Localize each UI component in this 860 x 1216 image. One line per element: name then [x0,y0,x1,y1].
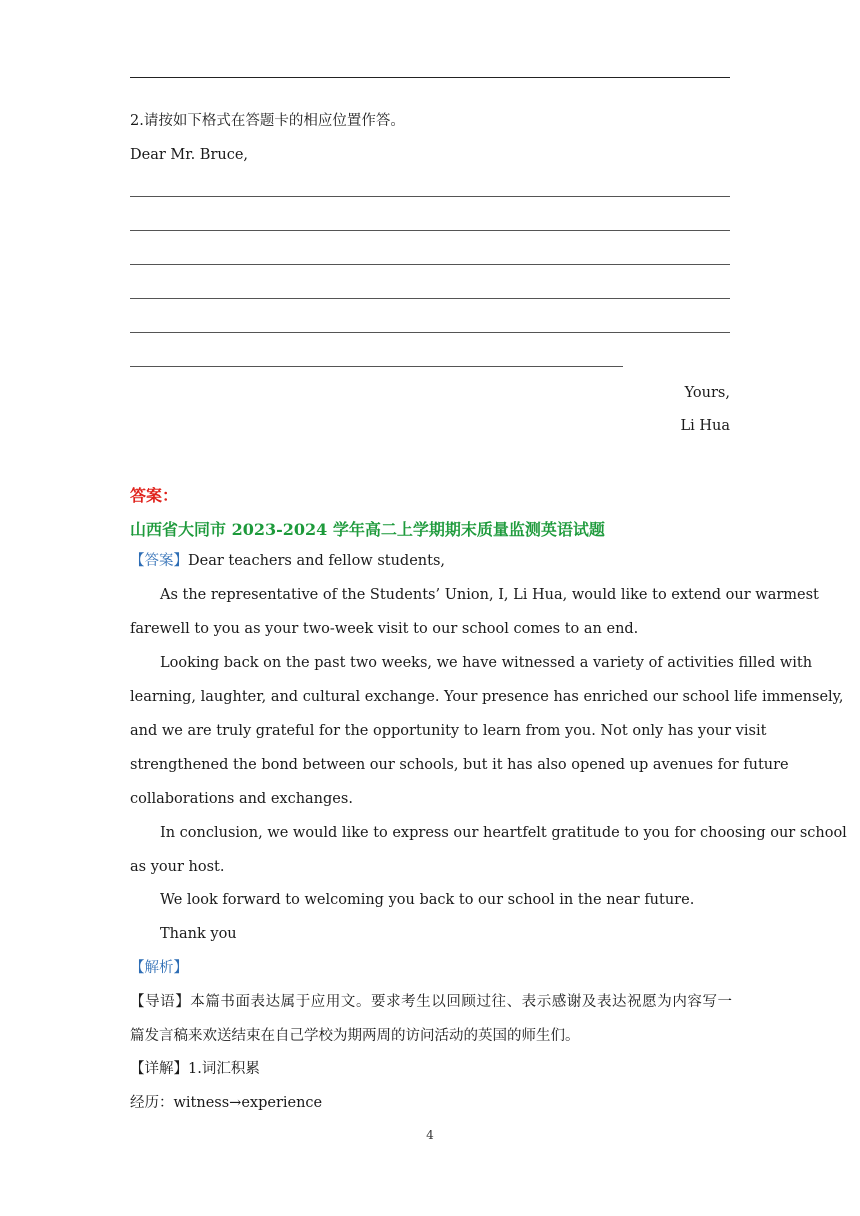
paragraph-2-line-4: strengthened the bond between our schools, but it has also opened up avenues for future [130,757,789,773]
answer-heading: 答案： [130,486,179,505]
answer-blank-line [130,230,730,231]
answer-blank-line [130,264,730,265]
guide-tag: 【导语】 [130,994,191,1010]
answer-blank-line [130,196,730,197]
answer-tag: 【答案】 [130,553,188,569]
detail-tag: 【详解】 [130,1061,188,1077]
letter-salutation: Dear Mr. Bruce, [130,147,249,163]
detail-text: 1.词汇积累 [188,1061,260,1077]
paragraph-1-line-2: farewell to you as your two-week visit to our school comes to an end. [130,621,639,637]
answer-blank-line [130,332,730,333]
vocab-item: 经历：witness→experience [130,1095,323,1111]
paragraph-3-line-2: as your host. [130,859,225,875]
paragraph-3-line-1: In conclusion, we would like to express our heartfelt gratitude to you for choosing our school [160,825,847,841]
header-rule [130,77,730,78]
letter-signature: Li Hua [680,418,730,434]
answer-blank-line-short [130,366,623,367]
page-number: 4 [426,1128,434,1142]
paragraph-2-line-2: learning, laughter, and cultural exchange. Your presence has enriched our school life immensely, [130,689,844,705]
instruction: 2.请按如下格式在答题卡的相应位置作答。 [130,113,405,129]
paragraph-2-line-1: Looking back on the past two weeks, we have witnessed a variety of activities filled with [160,655,813,671]
paragraph-2-line-3: and we are truly grateful for the opportunity to learn from you. Not only has your visit [130,723,767,739]
guide-text-1: 本篇书面表达属于应用文。要求考生以回顾过往、表示感谢及表达祝愿为内容写一 [190,994,733,1010]
detail-line [130,1059,260,1079]
paragraph-4: We look forward to welcoming you back to our school in the near future. [160,892,695,908]
source-title: 山西省大同市 2023-2024 学年高二上学期期末质量监测英语试题 [130,520,605,539]
answer-intro-line [130,551,445,571]
letter-closing: Yours, [684,385,730,401]
analysis-tag: 【解析】 [130,960,188,976]
answer-salutation: Dear teachers and fellow students, [188,553,445,569]
guide-line-1 [130,992,732,1012]
guide-line-2: 篇发言稿来欢送结束在自己学校为期两周的访问活动的英国的师生们。 [130,1028,580,1044]
paragraph-2-line-5: collaborations and exchanges. [130,791,353,807]
paragraph-5: Thank you [160,926,237,942]
answer-blank-line [130,298,730,299]
paragraph-1-line-1: As the representative of the Students’ Union, I, Li Hua, would like to extend our warmest [160,587,819,603]
